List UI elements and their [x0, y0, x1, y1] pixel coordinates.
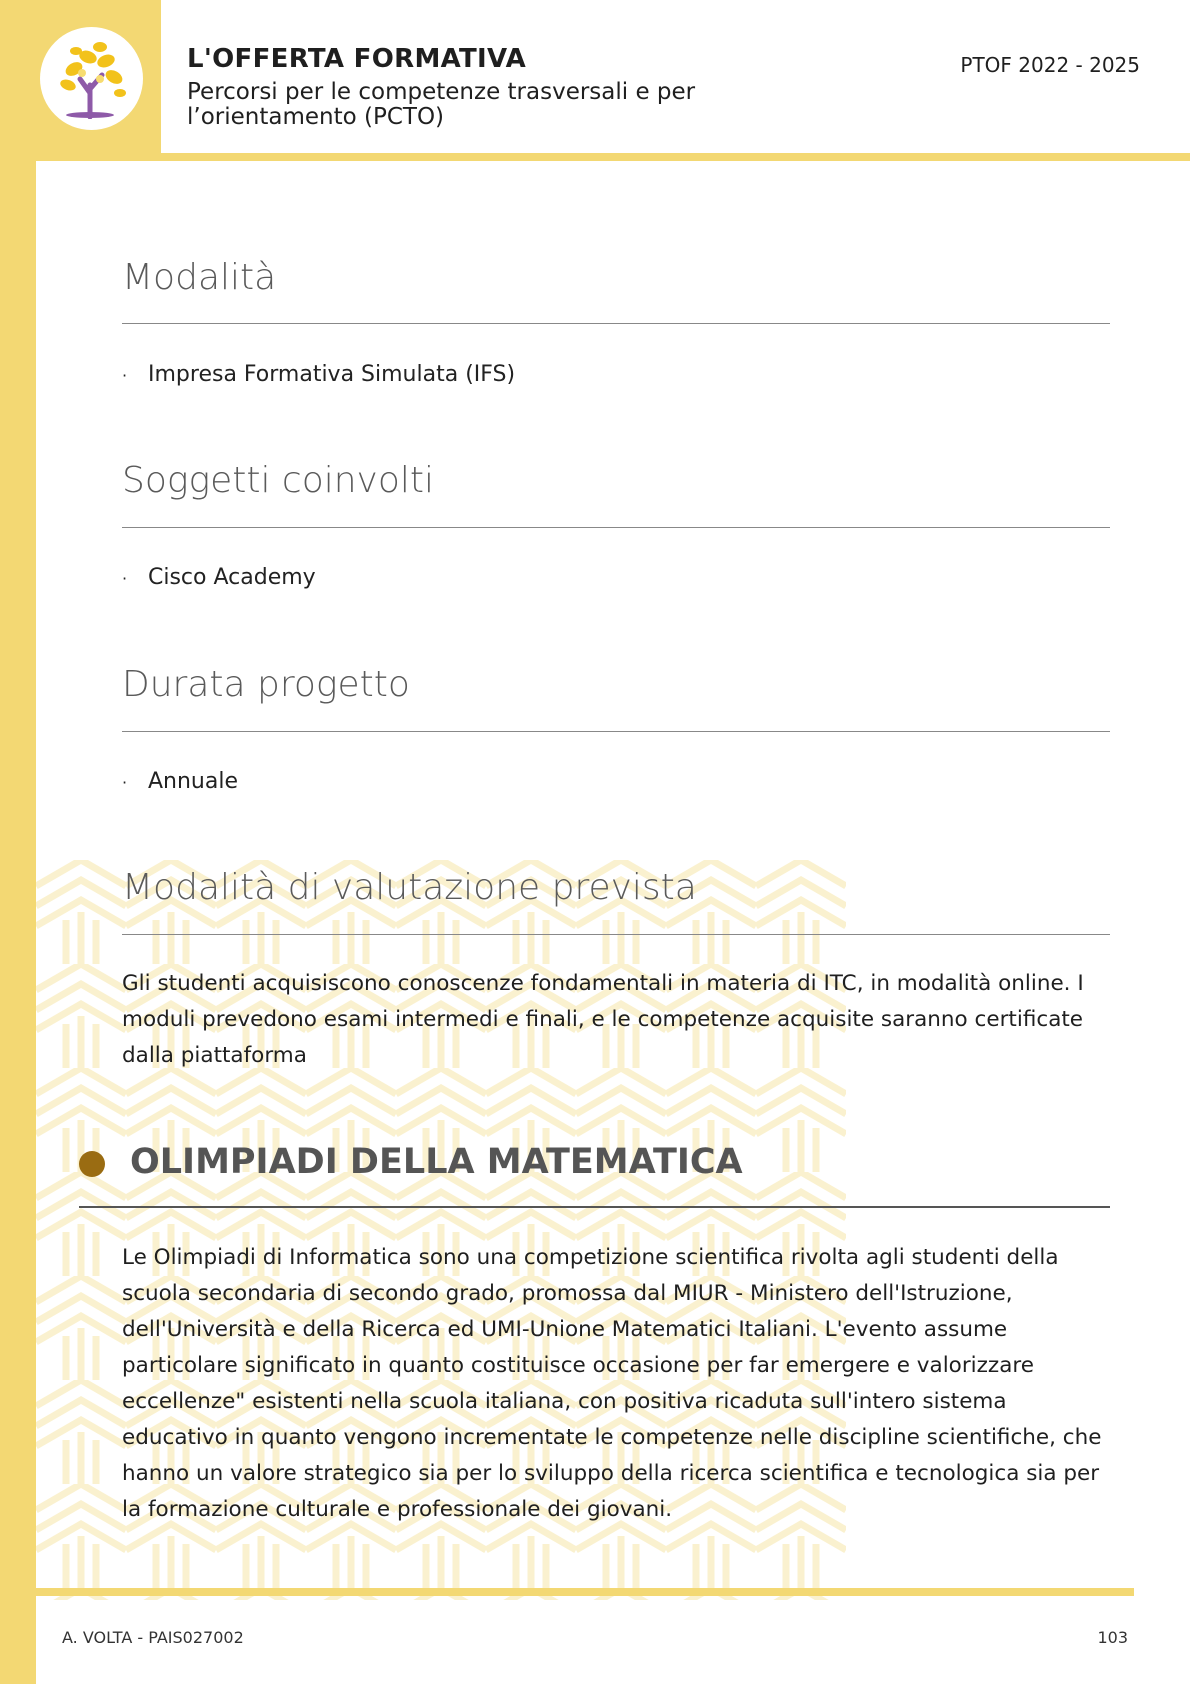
header-divider — [36, 153, 1190, 161]
page-title: L'OFFERTA FORMATIVA — [187, 44, 527, 74]
olimpiadi-divider — [79, 1206, 1110, 1208]
section-divider — [122, 731, 1110, 732]
section-divider — [122, 323, 1110, 324]
bullet-icon: · — [122, 773, 128, 792]
section-divider — [122, 527, 1110, 528]
list-item-text: Cisco Academy — [148, 565, 316, 590]
footer-divider — [36, 1588, 1134, 1596]
section-title-modalita: Modalità — [122, 257, 277, 298]
bullet-icon: · — [122, 569, 128, 588]
section-title-durata: Durata progetto — [122, 664, 410, 705]
left-accent-bar — [0, 0, 36, 1684]
logo-box — [0, 0, 161, 160]
list-item — [122, 769, 238, 794]
page-subtitle: Percorsi per le competenze trasversali e per l’orientamento (PCTO) — [187, 79, 696, 130]
tree-logo-icon — [54, 39, 130, 119]
school-logo — [40, 27, 143, 130]
footer-school-code: A. VOLTA - PAIS027002 — [62, 1628, 244, 1647]
olimpiadi-title: OLIMPIADI DELLA MATEMATICA — [130, 1142, 743, 1182]
valutazione-text: Gli studenti acquisiscono conoscenze fondamentali in materia di ITC, in modalità online. I moduli prevedono esami intermedi e finali, e le competenze acquisite saranno certificate dalla piattaforma — [122, 971, 1084, 1068]
section-divider — [122, 934, 1110, 935]
olimpiadi-text: Le Olimpiadi di Informatica sono una competizione scientifica rivolta agli studenti della scuola secondaria di secondo grado, promossa dal MIUR - Ministero dell'Istruzione, dell'Università e della Ricerca ed UMI-Unione Matematici Italiani. L'evento assume particolare significato in quanto costituisce occasione per far emergere e valorizzare eccellenze" esistenti nella scuola italiana, con positiva ricaduta sull'intero sistema educativo in quanto vengono incrementate le competenze nelle discipline scientifiche, che hanno un valore strategico sia per lo sviluppo della ricerca scientifica e tecnologica sia per la formazione culturale e professionale dei giovani. — [122, 1245, 1102, 1522]
ptof-label: PTOF 2022 - 2025 — [960, 53, 1140, 77]
section-title-soggetti: Soggetti coinvolti — [122, 460, 434, 501]
page-number: 103 — [1097, 1628, 1128, 1647]
bullet-icon: · — [122, 366, 128, 385]
list-item — [122, 565, 316, 590]
section-bullet-icon — [79, 1151, 105, 1177]
list-item — [122, 362, 515, 387]
list-item-text: Annuale — [148, 769, 239, 794]
section-title-valutazione: Modalità di valutazione prevista — [122, 867, 697, 908]
list-item-text: Impresa Formativa Simulata (IFS) — [148, 362, 516, 387]
